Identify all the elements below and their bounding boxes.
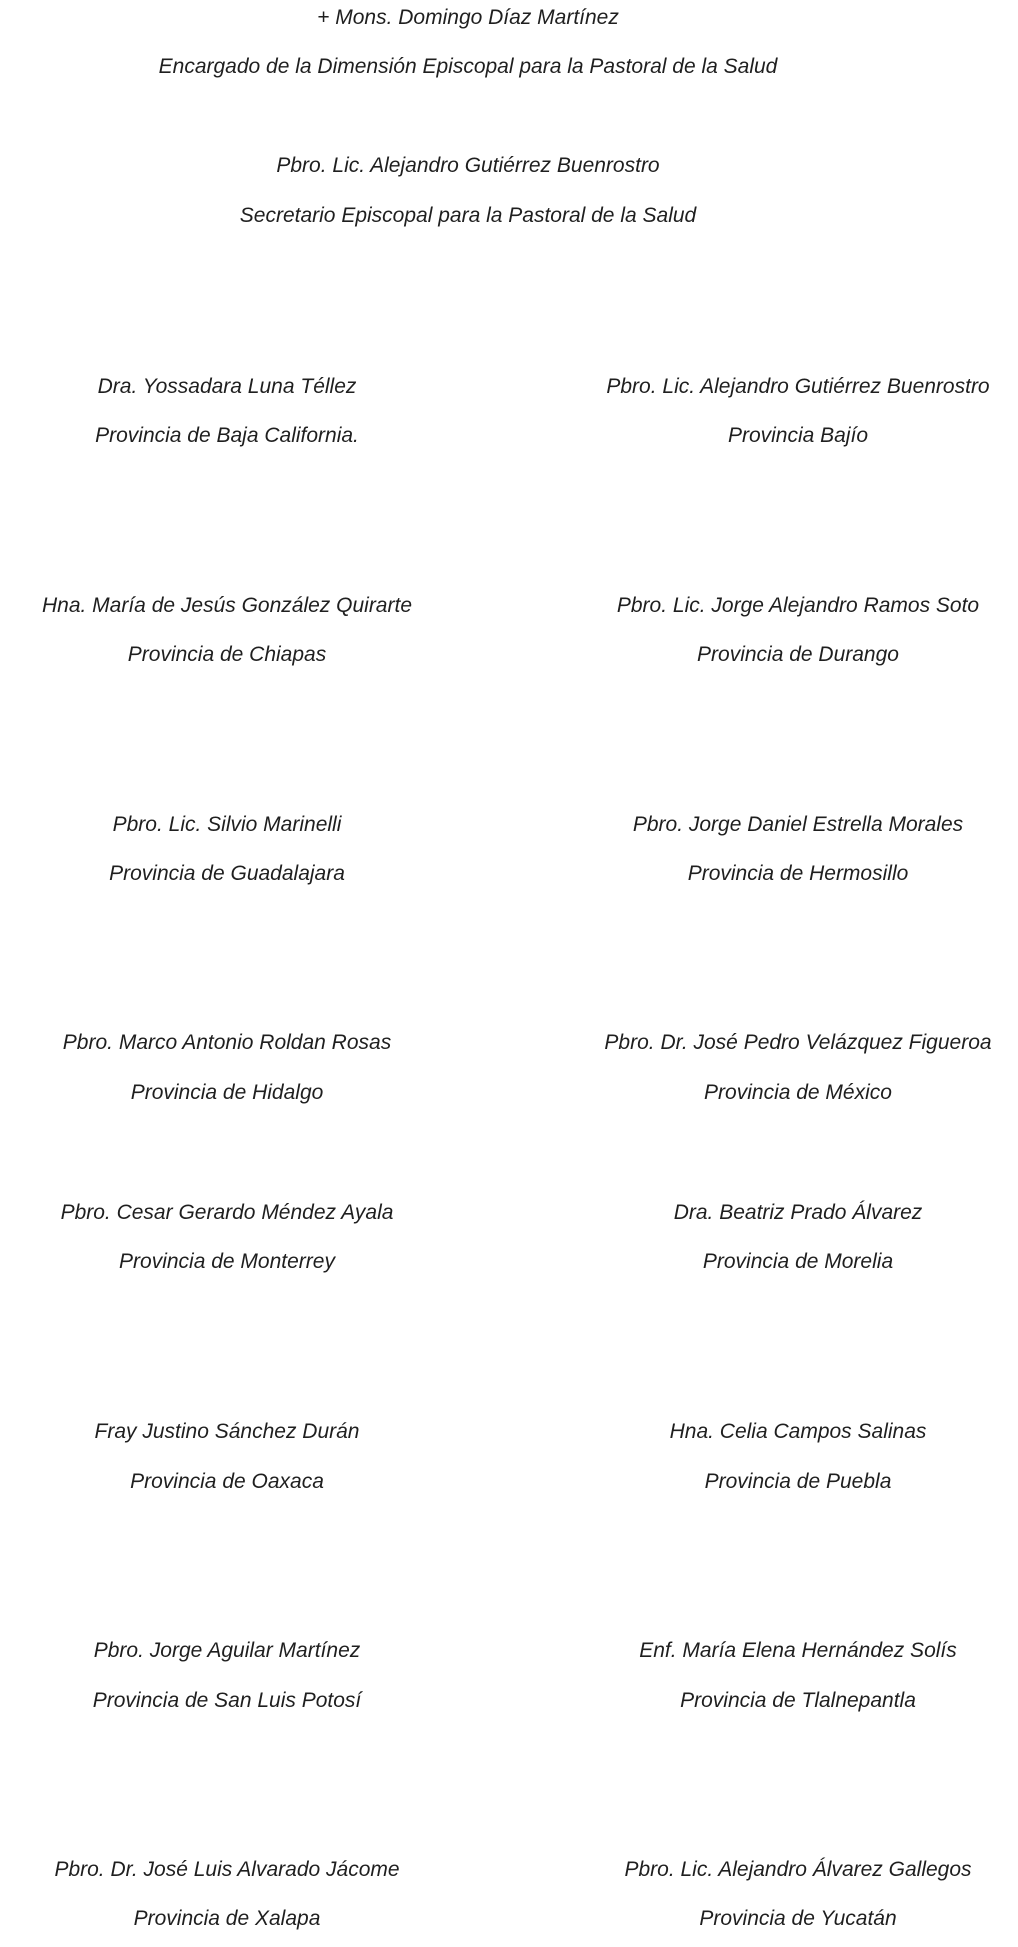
member-name: Pbro. Lic. Alejandro Gutiérrez Buenrostro xyxy=(606,375,990,398)
member-province: Provincia de Puebla xyxy=(704,1470,892,1493)
member-province: Provincia de Monterrey xyxy=(119,1250,335,1273)
member-province: Provincia de Guadalajara xyxy=(109,862,345,885)
member-province: Provincia de Xalapa xyxy=(133,1907,321,1930)
member-province: Provincia Bajío xyxy=(727,424,869,447)
member-province: Provincia de San Luis Potosí xyxy=(92,1689,362,1712)
member-province: Provincia de Baja California. xyxy=(95,424,359,447)
header-role-2: Secretario Episcopal para la Pastoral de la Salud xyxy=(239,204,697,227)
member-province: Provincia de Hermosillo xyxy=(687,862,909,885)
member-name: Pbro. Marco Antonio Roldan Rosas xyxy=(62,1031,392,1054)
member-name: Pbro. Lic. Alejandro Álvarez Gallegos xyxy=(624,1858,972,1881)
header-role-1: Encargado de la Dimensión Episcopal para la Pastoral de la Salud xyxy=(158,55,778,78)
member-province: Provincia de Yucatán xyxy=(699,1907,897,1930)
member-name: Hna. María de Jesús González Quirarte xyxy=(41,594,413,617)
member-name: Pbro. Jorge Aguilar Martínez xyxy=(93,1639,361,1662)
member-name: Pbro. Jorge Daniel Estrella Morales xyxy=(632,813,964,836)
member-province: Provincia de Hidalgo xyxy=(130,1081,324,1104)
header-name-1: + Mons. Domingo Díaz Martínez xyxy=(317,6,619,29)
member-name: Pbro. Dr. José Luis Alvarado Jácome xyxy=(54,1858,400,1881)
member-province: Provincia de Tlalnepantla xyxy=(680,1689,916,1712)
member-province: Provincia de Durango xyxy=(697,643,899,666)
member-name: Pbro. Dr. José Pedro Velázquez Figueroa xyxy=(604,1031,992,1054)
member-name: Enf. María Elena Hernández Solís xyxy=(639,1639,957,1662)
member-province: Provincia de México xyxy=(704,1081,892,1104)
member-name: Dra. Yossadara Luna Téllez xyxy=(97,375,357,398)
member-name: Pbro. Cesar Gerardo Méndez Ayala xyxy=(60,1201,394,1224)
member-province: Provincia de Morelia xyxy=(702,1250,894,1273)
header-name-2: Pbro. Lic. Alejandro Gutiérrez Buenrostro xyxy=(276,154,660,177)
member-name: Pbro. Lic. Jorge Alejandro Ramos Soto xyxy=(616,594,980,617)
member-province: Provincia de Chiapas xyxy=(127,643,327,666)
member-province: Provincia de Oaxaca xyxy=(130,1470,324,1493)
member-name: Fray Justino Sánchez Durán xyxy=(94,1420,360,1443)
member-name: Pbro. Lic. Silvio Marinelli xyxy=(112,813,342,836)
member-name: Hna. Celia Campos Salinas xyxy=(669,1420,927,1443)
member-name: Dra. Beatriz Prado Álvarez xyxy=(673,1201,923,1224)
